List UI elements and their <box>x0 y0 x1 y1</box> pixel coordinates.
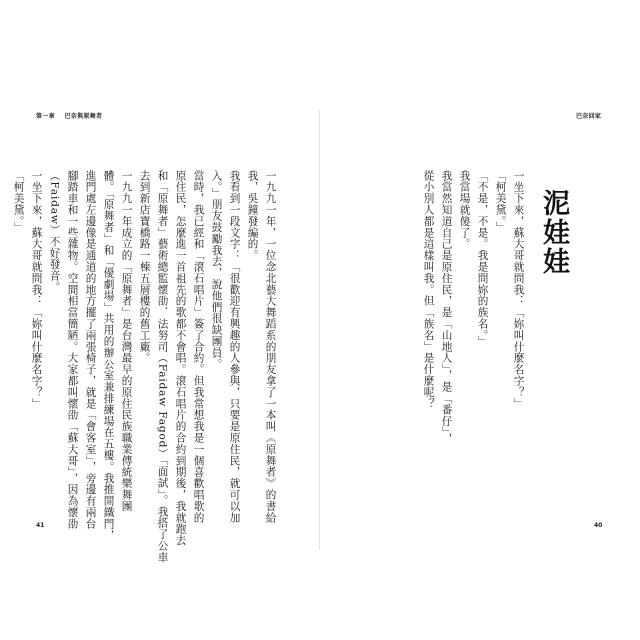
text-column: 我看到一段文字：「很歡迎有興趣的人參與，只要是原住民，就可以加 <box>228 170 241 524</box>
text-column: 原住民，怎麼進一首祖先的歌都不會唱。滾石唱片的合約到期後，我就跑去 <box>174 170 187 547</box>
text-column: 體。「原舞者」和「優劇場」共用的辦公室兼排練場在五樓。我推開鐵門， <box>102 170 115 541</box>
text-column: 一坐下來，蘇大哥就問我：「妳叫什麼名字？」 <box>30 170 43 410</box>
text-column: 和「原舞者」藝術總監懷劭．法努司（Faidaw Fagod）「面試」。我搭了公車 <box>156 170 169 563</box>
text-column: 一九九一年成立的「原舞者」是台灣最早的原住民族職業傳統樂舞團 <box>120 170 133 512</box>
right-running-head: 巴奈回家 <box>576 113 602 120</box>
left-page-number: 41 <box>36 522 45 529</box>
page-gutter <box>319 110 320 550</box>
text-column: 入。」朋友鼓勵我去，說他們很缺團員。 <box>210 170 223 370</box>
text-column: 「柯美黛。」 <box>494 170 507 234</box>
text-column: 我，吳鐘發編的。 <box>246 170 259 262</box>
text-column: 當時，我已經和「滾石唱片」簽了合約。但我常想我是一個喜歡唱歌的 <box>192 170 205 524</box>
text-column: 「柯美黛。」 <box>12 170 25 234</box>
chapter-title: 泥娃娃 <box>538 189 569 276</box>
text-column: 腳踏車和一些雜物。空間相當簡陋。大家都叫懷劭「蘇大哥」，因為懷劭 <box>66 170 79 530</box>
text-column: 一坐下來，蘇大哥就問我：「妳叫什麼名字？」 <box>512 170 525 410</box>
text-column: 「不是，不是。我是問妳的族名。」 <box>476 170 489 348</box>
text-column: 進門處左邊像是通道的地方擺了兩張椅子，就是「會客室」，旁邊有兩台 <box>84 170 97 530</box>
text-column: 去到新店寶橋路一棟五層樓的舊工廠。 <box>138 170 151 364</box>
chapter-label: 第一章 <box>36 113 55 120</box>
text-column: 一九九一年，一位念北藝大舞蹈系的朋友拿了一本叫《原舞者》的書給 <box>264 170 277 524</box>
text-column: （Faidaw）不好發音。 <box>48 170 61 294</box>
text-column: 從小別人都是這樣叫我。但「族名」是什麼呢？ <box>422 170 435 410</box>
text-column: 我當場就傻了。 <box>458 170 471 250</box>
section-label: 巴奈與原舞者 <box>64 113 103 120</box>
left-running-head <box>36 111 102 120</box>
right-page-number: 40 <box>594 522 603 529</box>
text-column: 我當然知道自己是原住民，是「山地人」，是「番仔」， <box>440 170 453 445</box>
